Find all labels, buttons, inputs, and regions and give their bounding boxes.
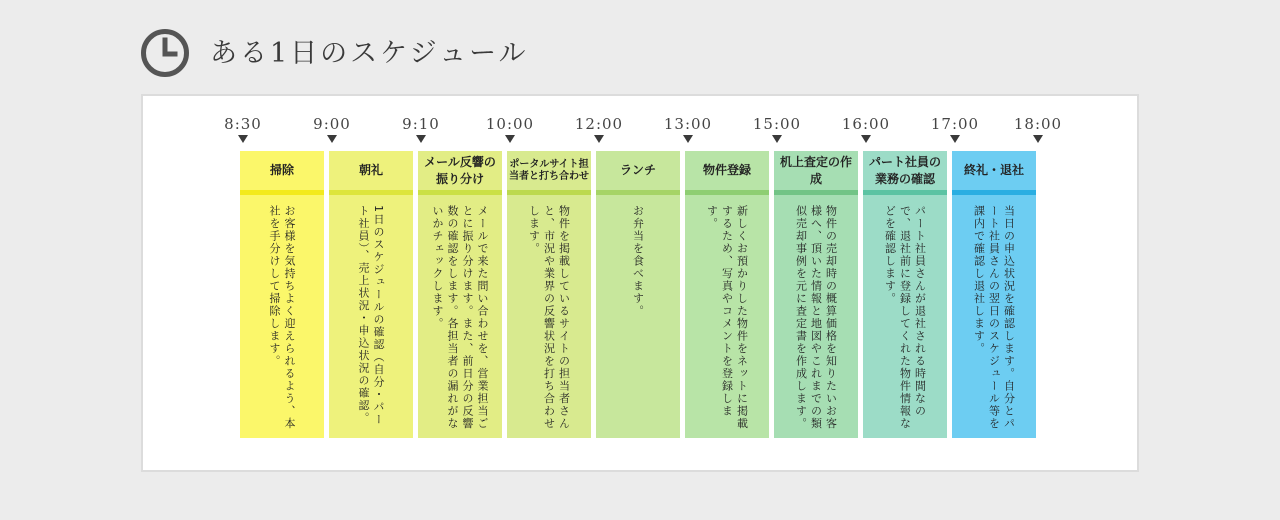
column-description: 1日のスケジュールの確認（自分・パート社員）、売上状況・申込状況の確認。	[357, 205, 385, 426]
column-body	[240, 195, 324, 438]
schedule-column-portal-meeting	[507, 151, 591, 438]
arrow-down-icon	[416, 135, 426, 143]
page-header	[140, 26, 529, 80]
column-title: ポータルサイト担当者と打ち合わせ	[509, 158, 589, 182]
column-description: お客様を気持ちよく迎えられるよう、本社を手分けして掃除します。	[268, 205, 296, 430]
column-body	[952, 195, 1036, 438]
column-body	[685, 195, 769, 438]
schedule-panel	[141, 94, 1139, 472]
time-marker	[998, 114, 1078, 143]
time-label: 9:10	[402, 115, 440, 133]
time-marker	[381, 114, 461, 143]
column-title: 物件登録	[702, 163, 751, 177]
column-title: 終礼・退社	[963, 163, 1024, 177]
time-marker	[559, 114, 639, 143]
schedule-column-appraisal	[774, 151, 858, 438]
arrow-down-icon	[861, 135, 871, 143]
time-marker	[737, 114, 817, 143]
time-label: 12:00	[574, 115, 624, 133]
schedule-column-closing	[952, 151, 1036, 438]
arrow-down-icon	[1033, 135, 1043, 143]
column-body	[596, 195, 680, 438]
time-marker	[648, 114, 728, 143]
time-label: 15:00	[752, 115, 802, 133]
time-marker	[826, 114, 906, 143]
time-label: 16:00	[841, 115, 891, 133]
column-description: パート社員さんが退社される時間なので、退社前に登録してくれた物件情報などを確認します。	[883, 205, 927, 430]
column-title: メール反響の振り分け	[424, 154, 496, 186]
column-title: ランチ	[619, 163, 656, 177]
time-label: 17:00	[930, 115, 980, 133]
column-title: 机上査定の作成	[779, 154, 852, 186]
time-label: 9:00	[313, 115, 351, 133]
page-title: ある1日のスケジュール	[210, 37, 529, 69]
column-title: パート社員の業務の確認	[868, 154, 941, 186]
arrow-down-icon	[505, 135, 515, 143]
column-body	[329, 195, 413, 438]
column-body	[774, 195, 858, 438]
schedule-column-lunch	[596, 151, 680, 438]
column-description: 物件の売却時の概算価格を知りたいお客様へ、頂いた情報と地図やこれまでの類似売却事例を元に査定書を作成します。	[794, 205, 838, 430]
column-description: お弁当を食べます。	[631, 205, 645, 318]
clock-icon	[140, 28, 190, 78]
arrow-down-icon	[950, 135, 960, 143]
schedule-column-morning-meeting	[329, 151, 413, 438]
arrow-down-icon	[327, 135, 337, 143]
time-marker	[470, 114, 550, 143]
schedule-column-cleaning	[240, 151, 324, 438]
time-label: 10:00	[485, 115, 535, 133]
arrow-down-icon	[238, 135, 248, 143]
column-body	[863, 195, 947, 438]
column-body	[507, 195, 591, 438]
column-title: 朝礼	[358, 163, 383, 177]
schedule-column-mail-sorting	[418, 151, 502, 438]
column-description: 当日の申込状況を確認します。自分とパート社員さんの翌日のスケジュール等を課内で確認し退社します。	[972, 205, 1016, 430]
time-label: 8:30	[224, 115, 262, 133]
time-marker	[292, 114, 372, 143]
column-description: 物件を掲載しているサイトの担当者さんと、市況や業界の反響状況を打ち合わせします。	[527, 205, 571, 430]
arrow-down-icon	[683, 135, 693, 143]
timeline	[143, 114, 1137, 154]
time-marker	[203, 114, 283, 143]
time-marker	[915, 114, 995, 143]
schedule-column-property-registration	[685, 151, 769, 438]
time-label: 18:00	[1013, 115, 1063, 133]
column-description: 新しくお預かりした物件をネットに掲載するため、写真やコメントを登録します。	[705, 205, 749, 430]
column-body	[418, 195, 502, 438]
column-title: 掃除	[269, 163, 294, 177]
arrow-down-icon	[772, 135, 782, 143]
time-label: 13:00	[663, 115, 713, 133]
arrow-down-icon	[594, 135, 604, 143]
column-description: メールで来た問い合わせを、営業担当ごとに振り分けます。また、前日分の反響数の確認をします。各担当者の漏れがないかチェックします。	[431, 205, 489, 430]
schedule-column-staff-check	[863, 151, 947, 438]
